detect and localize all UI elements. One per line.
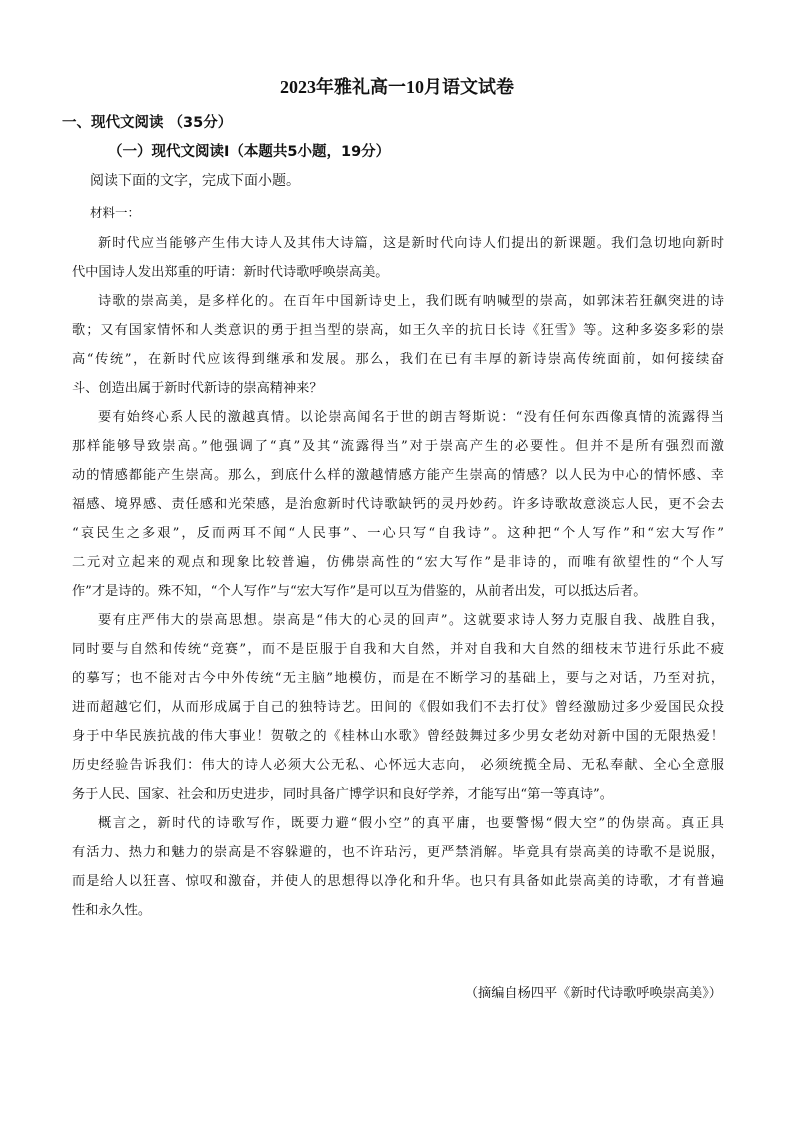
text-line: 要有始终心系人民的激越真情。以论崇高闻名于世的朗吉弩斯说：“没有任何东西像真情的流露得当	[98, 410, 724, 425]
paragraph	[72, 403, 724, 606]
text-line: 有活力、热力和魅力的崇高是不容躲避的，也不许玷污，更严禁消解。毕竟具有崇高美的诗歌不是说服，	[72, 845, 724, 860]
paragraph	[72, 606, 724, 809]
instruction-text: 阅读下面的文字，完成下面小题。	[90, 173, 300, 189]
text-line: 诗歌的崇高美，是多样化的。在百年中国新诗史上，我们既有呐喊型的崇高，如郭沫若狂飙突进的诗	[98, 294, 724, 309]
article-body	[72, 229, 724, 925]
text-line: 福感、境界感、责任感和光荣感，是治愈新时代诗歌缺钙的灵丹妙药。许多诗歌故意淡忘人民，更不会去	[72, 497, 724, 512]
paragraph	[72, 229, 724, 287]
text-line: 的摹写；也不能对古今中外传统“无主脑”地模仿，而是在不断学习的基础上，要与之对话，乃至对抗，	[72, 671, 724, 686]
text-line: 动的情感都能产生崇高。那么，到底什么样的激越情感方能产生崇高的情感？以人民为中心的情怀感、幸	[72, 468, 724, 483]
text-line: 而是给人以狂喜、惊叹和激奋，并使人的思想得以净化和升华。也只有具备如此崇高美的诗歌，才有普遍	[72, 874, 724, 889]
citation: （摘编自杨四平《新时代诗歌呼唤崇高美》）	[464, 986, 722, 1001]
text-line: 作”才是诗的。殊不知，“个人写作”与“宏大写作”是可以互为借鉴的，从前者出发，可以抵达后者。	[72, 584, 647, 599]
paragraph	[72, 809, 724, 925]
text-line: 新时代应当能够产生伟大诗人及其伟大诗篇，这是新时代向诗人们提出的新课题。我们急切地向新时	[98, 236, 724, 251]
text-line: 要有庄严伟大的崇高思想。崇高是“伟大的心灵的回声”。这就要求诗人努力克服自我、战胜自我，	[98, 613, 724, 628]
text-line: 身于中华民族抗战的伟大事业！贺敬之的《桂林山水歌》曾经鼓舞过多少男女老幼对新中国的无限热爱！	[72, 729, 724, 744]
text-line: 高“传统”，在新时代应该得到继承和发展。那么，我们在已有丰厚的新诗崇高传统面前，如何接续奋	[72, 352, 724, 367]
paragraph	[72, 287, 724, 403]
text-line: 务于人民、国家、社会和历史进步，同时具备广博学识和良好学养，才能写出“第一等真诗”。	[72, 787, 613, 802]
text-line: 概言之，新时代的诗歌写作，既要力避“假小空”的真平庸，也要警惕“假大空”的伪崇高。真正具	[98, 816, 724, 831]
text-line: 那样能够导致崇高。”他强调了“真”及其“流露得当”对于崇高产生的必要性。但并不是所有强烈而激	[72, 439, 724, 454]
text-line: 性和永久性。	[72, 903, 152, 918]
text-line: 同时要与自然和传统“竞赛”，而不是臣服于自我和大自然，并对自我和大自然的细枝末节进行乐此不疲	[72, 642, 724, 657]
text-line: 二元对立起来的观点和现象比较普遍，仿佛崇高性的“宏大写作”是非诗的，而唯有欲望性的“个人写	[72, 555, 724, 570]
text-line: 代中国诗人发出郑重的吁请：新时代诗歌呼唤崇高美。	[72, 265, 389, 280]
text-line: 进而超越它们，从而形成属于自己的独特诗艺。田间的《假如我们不去打仗》曾经激励过多少爱国民众投	[72, 700, 724, 715]
subsection-heading: （一）现代文阅读Ⅰ（本题共5小题，19分）	[108, 144, 391, 160]
text-line: 歌；又有国家情怀和人类意识的勇于担当型的崇高，如王久辛的抗日长诗《狂雪》等。这种多姿多彩的崇	[72, 323, 724, 338]
text-line: “哀民生之多艰”，反而两耳不闻“人民事”、一心只写“自我诗”。这种把“个人写作”和“宏大写作”	[72, 526, 724, 541]
text-line: 历史经验告诉我们：伟大的诗人必须大公无私、心怀远大志向， 必须统揽全局、无私奉献、全心全意服	[72, 758, 724, 773]
exam-title: 2023年雅礼高一10月语文试卷	[280, 77, 514, 97]
section-heading: 一、现代文阅读 （35分）	[62, 115, 233, 131]
text-line: 斗、创造出属于新时代新诗的崇高精神来？	[72, 381, 323, 396]
material-label: 材料一：	[90, 205, 141, 220]
